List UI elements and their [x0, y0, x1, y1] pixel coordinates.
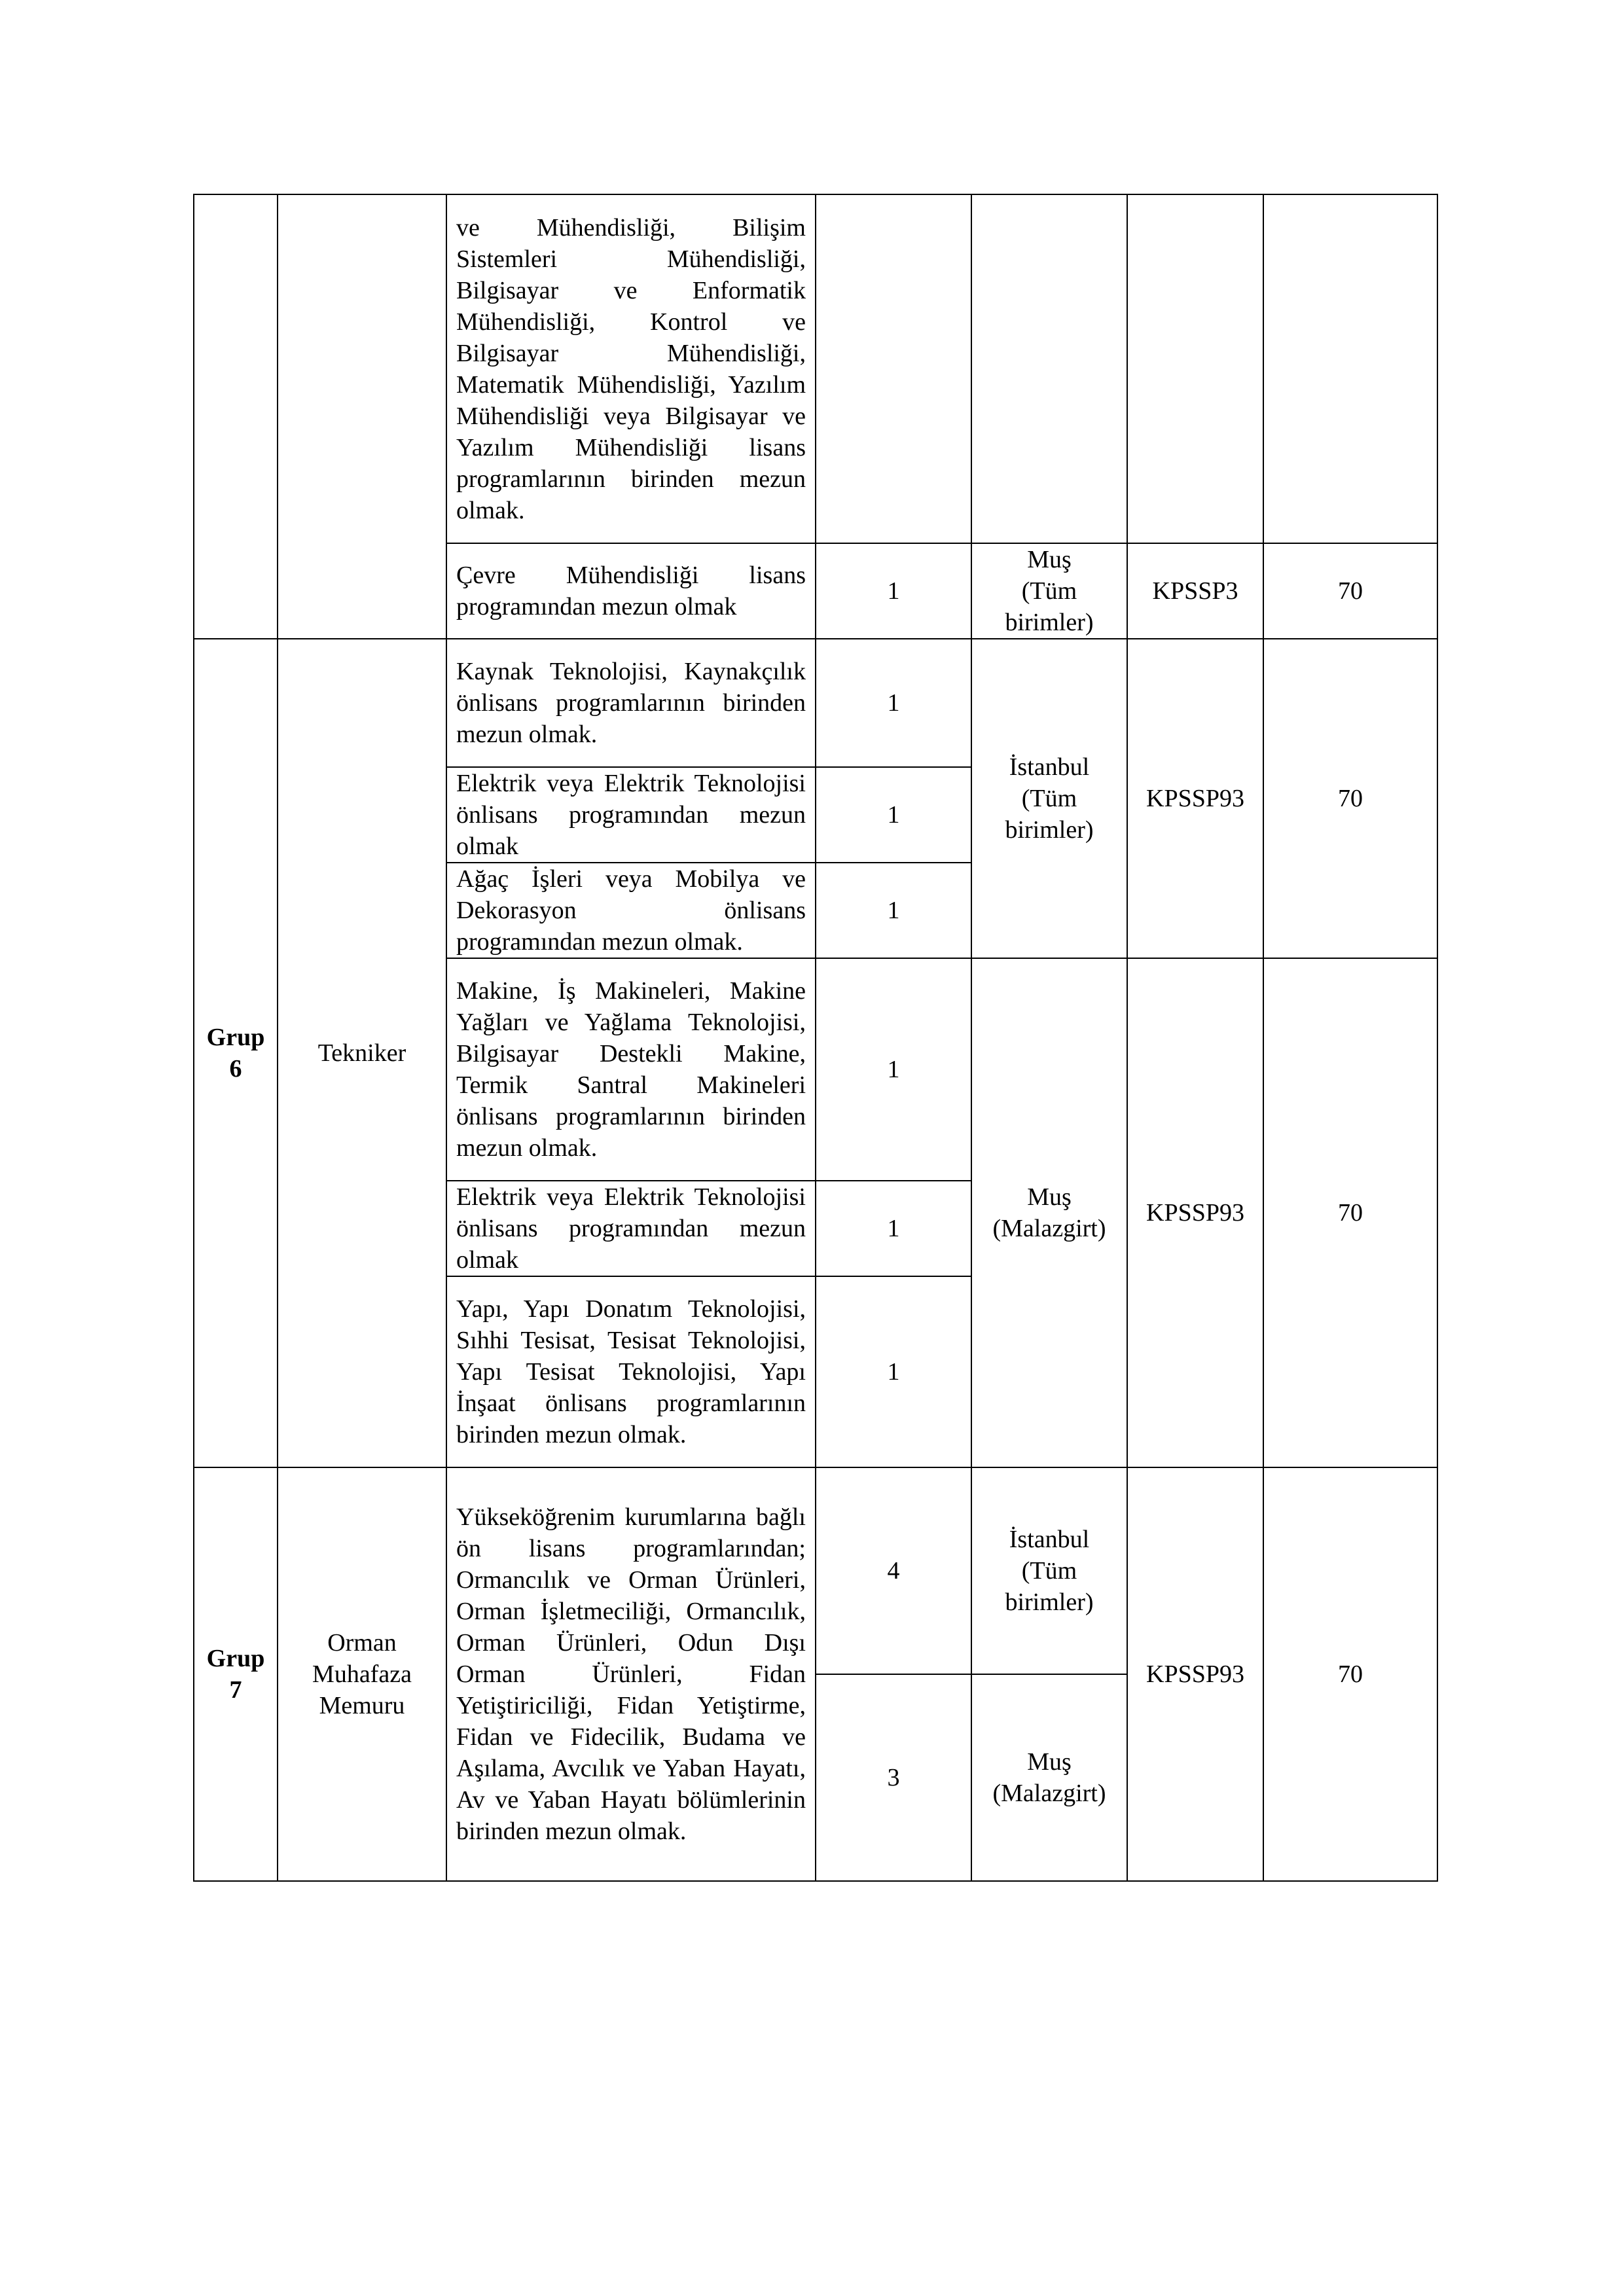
count-cell: 1	[816, 958, 971, 1181]
position-title: Orman Muhafaza Memuru	[278, 1467, 446, 1881]
location-cell: İstanbul (Tüm birimler)	[971, 1467, 1127, 1674]
exam-cell: KPSSP93	[1127, 1467, 1263, 1881]
requirement-cell: Yapı, Yapı Donatım Teknolojisi, Sıhhi Tesisat, Tesisat Teknolojisi, Yapı Tesisat Teknolojisi, Yapı İnşaat önlisans programlarının birinden mezun olmak.	[446, 1276, 816, 1467]
table-row	[194, 1467, 1437, 1674]
count-cell: 1	[816, 1276, 971, 1467]
requirement-cell: Ağaç İşleri veya Mobilya ve Dekorasyon önlisans programından mezun olmak.	[446, 863, 816, 958]
requirement-cell: Çevre Mühendisliği lisans programından mezun olmak	[446, 543, 816, 639]
score-cell: 70	[1263, 543, 1437, 639]
requirement-cell: Kaynak Teknolojisi, Kaynakçılık önlisans programlarının birinden mezun olmak.	[446, 639, 816, 767]
positions-table	[193, 194, 1438, 1882]
exam-cell: KPSSP3	[1127, 543, 1263, 639]
exam-cell	[1127, 194, 1263, 543]
score-cell: 70	[1263, 639, 1437, 958]
score-cell	[1263, 194, 1437, 543]
exam-cell: KPSSP93	[1127, 639, 1263, 958]
score-cell: 70	[1263, 958, 1437, 1467]
location-cell	[971, 194, 1127, 543]
count-cell: 1	[816, 543, 971, 639]
count-cell: 3	[816, 1674, 971, 1881]
group-label: Grup 6	[194, 639, 278, 1467]
table-row	[194, 194, 1437, 543]
requirement-cell: Makine, İş Makineleri, Makine Yağları ve Yağlama Teknolojisi, Bilgisayar Destekli Makine, Termik Santral Makineleri önlisans programlarının birinden mezun olmak.	[446, 958, 816, 1181]
requirement-cell: Elektrik veya Elektrik Teknolojisi önlisans programından mezun olmak	[446, 1181, 816, 1276]
group-cell	[194, 194, 278, 639]
count-cell: 4	[816, 1467, 971, 1674]
table-row	[194, 639, 1437, 767]
requirement-cell: Elektrik veya Elektrik Teknolojisi önlisans programından mezun olmak	[446, 767, 816, 863]
location-cell: İstanbul (Tüm birimler)	[971, 639, 1127, 958]
count-cell: 1	[816, 863, 971, 958]
exam-cell: KPSSP93	[1127, 958, 1263, 1467]
count-cell: 1	[816, 767, 971, 863]
count-cell: 1	[816, 1181, 971, 1276]
count-cell	[816, 194, 971, 543]
requirement-cell: ve Mühendisliği, Bilişim Sistemleri Mühendisliği, Bilgisayar ve Enformatik Mühendisliği, Kontrol ve Bilgisayar Mühendisliği, Matematik Mühendisliği, Yazılım Mühendisliği veya Bilgisayar ve Yazılım Mühendisliği lisans programlarının birinden mezun olmak.	[446, 194, 816, 543]
title-cell	[278, 194, 446, 639]
score-cell: 70	[1263, 1467, 1437, 1881]
position-title: Tekniker	[278, 639, 446, 1467]
group-label: Grup 7	[194, 1467, 278, 1881]
requirement-cell: Yükseköğrenim kurumlarına bağlı ön lisans programlarından; Ormancılık ve Orman Ürünleri, Orman İşletmeciliği, Ormancılık, Orman Ürünleri, Odun Dışı Orman Ürünleri, Fidan Yetiştiriciliği, Fidan Yetiştirme, Fidan ve Fidecilik, Budama ve Aşılama, Avcılık ve Yaban Hayatı, Av ve Yaban Hayatı bölümlerinin birinden mezun olmak.	[446, 1467, 816, 1881]
location-cell: Muş (Tüm birimler)	[971, 543, 1127, 639]
location-cell: Muş (Malazgirt)	[971, 1674, 1127, 1881]
location-cell: Muş (Malazgirt)	[971, 958, 1127, 1467]
count-cell: 1	[816, 639, 971, 767]
